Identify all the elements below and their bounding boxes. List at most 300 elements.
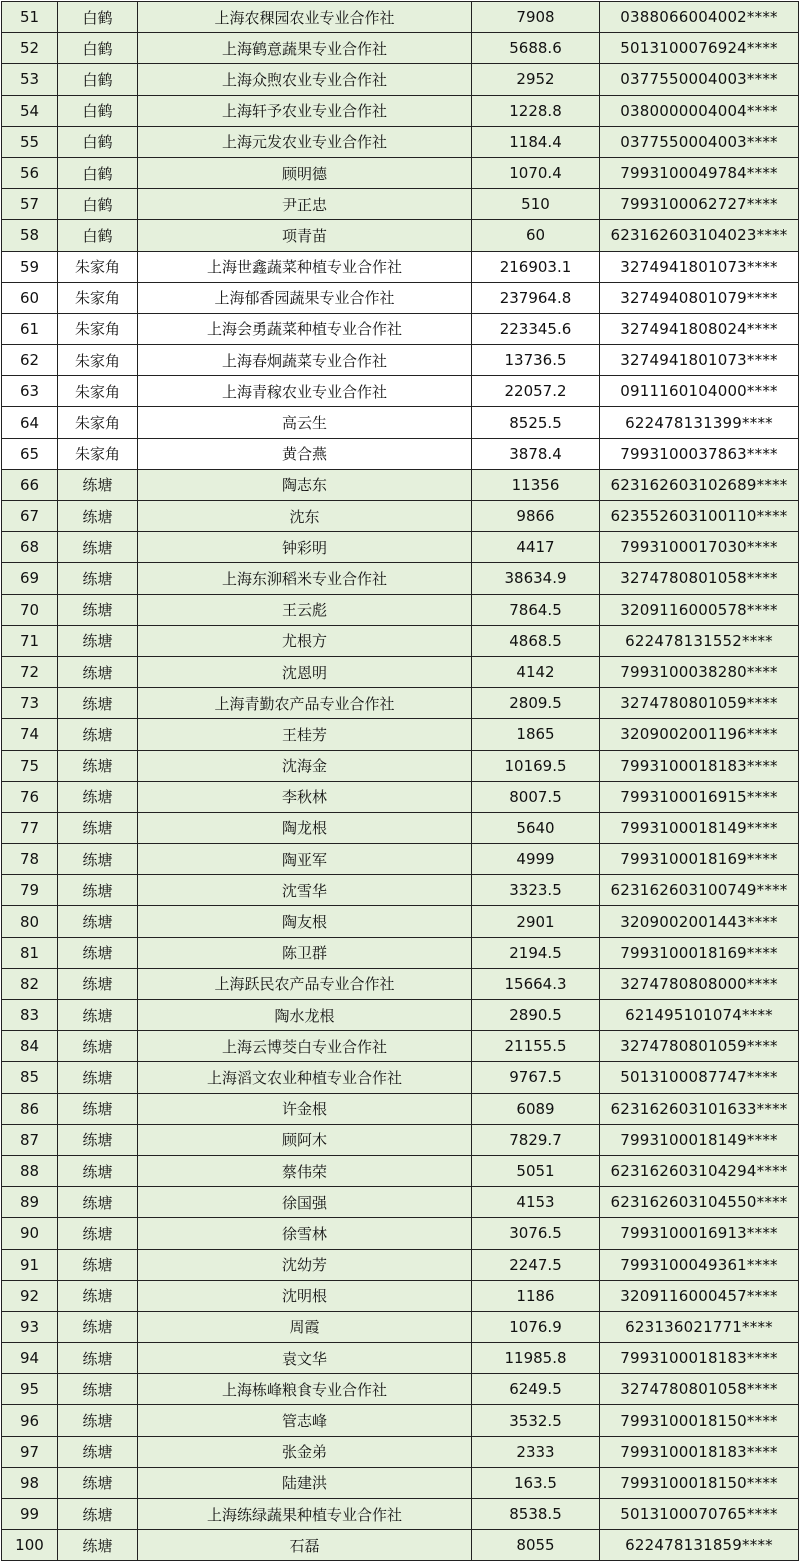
account-cell: 623162603102689**** [600, 469, 799, 500]
subsidy-table [1, 1, 799, 1561]
row-number-cell: 68 [2, 532, 58, 563]
account-cell: 7993100062727**** [600, 189, 799, 220]
row-number-cell: 67 [2, 501, 58, 532]
table-row [2, 1187, 799, 1218]
amount-cell: 8007.5 [472, 781, 600, 812]
town-cell: 白鹤 [58, 95, 138, 126]
town-cell: 练塘 [58, 1000, 138, 1031]
account-cell: 7993100018183**** [600, 750, 799, 781]
row-number-cell: 84 [2, 1031, 58, 1062]
table-row [2, 1155, 799, 1186]
town-cell: 朱家角 [58, 313, 138, 344]
row-number-cell: 54 [2, 95, 58, 126]
amount-cell: 4142 [472, 656, 600, 687]
table-row [2, 407, 799, 438]
account-cell: 0380000004004**** [600, 95, 799, 126]
row-number-cell: 72 [2, 656, 58, 687]
name-cell: 上海云博茭白专业合作社 [138, 1031, 472, 1062]
name-cell: 上海轩予农业专业合作社 [138, 95, 472, 126]
town-cell: 练塘 [58, 1467, 138, 1498]
name-cell: 沈幼芳 [138, 1249, 472, 1280]
name-cell: 上海会勇蔬菜种植专业合作社 [138, 313, 472, 344]
amount-cell: 1184.4 [472, 126, 600, 157]
amount-cell: 3878.4 [472, 438, 600, 469]
town-cell: 练塘 [58, 1124, 138, 1155]
account-cell: 7993100016915**** [600, 781, 799, 812]
amount-cell: 8525.5 [472, 407, 600, 438]
town-cell: 练塘 [58, 656, 138, 687]
town-cell: 白鹤 [58, 157, 138, 188]
row-number-cell: 51 [2, 2, 58, 33]
row-number-cell: 99 [2, 1499, 58, 1530]
name-cell: 沈恩明 [138, 656, 472, 687]
name-cell: 尤根方 [138, 625, 472, 656]
amount-cell: 163.5 [472, 1467, 600, 1498]
amount-cell: 216903.1 [472, 251, 600, 282]
town-cell: 练塘 [58, 1436, 138, 1467]
name-cell: 徐国强 [138, 1187, 472, 1218]
account-cell: 623162603104023**** [600, 220, 799, 251]
row-number-cell: 87 [2, 1124, 58, 1155]
name-cell: 上海郁香园蔬果专业合作社 [138, 282, 472, 313]
table-row [2, 469, 799, 500]
town-cell: 练塘 [58, 750, 138, 781]
amount-cell: 2890.5 [472, 1000, 600, 1031]
town-cell: 练塘 [58, 1405, 138, 1436]
table-row [2, 781, 799, 812]
name-cell: 上海青勤农产品专业合作社 [138, 688, 472, 719]
table-row [2, 1467, 799, 1498]
name-cell: 尹正忠 [138, 189, 472, 220]
account-cell: 622478131552**** [600, 625, 799, 656]
amount-cell: 6249.5 [472, 1374, 600, 1405]
town-cell: 练塘 [58, 812, 138, 843]
row-number-cell: 60 [2, 282, 58, 313]
table-row [2, 968, 799, 999]
account-cell: 3274941801073**** [600, 251, 799, 282]
amount-cell: 5051 [472, 1155, 600, 1186]
table-row [2, 282, 799, 313]
table-row [2, 189, 799, 220]
name-cell: 袁文华 [138, 1343, 472, 1374]
name-cell: 王云彪 [138, 594, 472, 625]
amount-cell: 2247.5 [472, 1249, 600, 1280]
amount-cell: 7908 [472, 2, 600, 33]
account-cell: 7993100049361**** [600, 1249, 799, 1280]
account-cell: 7993100018169**** [600, 937, 799, 968]
row-number-cell: 86 [2, 1093, 58, 1124]
name-cell: 上海东泖稻米专业合作社 [138, 563, 472, 594]
account-cell: 3274780801059**** [600, 1031, 799, 1062]
account-cell: 3209116000578**** [600, 594, 799, 625]
name-cell: 李秋林 [138, 781, 472, 812]
town-cell: 白鹤 [58, 189, 138, 220]
table-row [2, 937, 799, 968]
account-cell: 7993100018150**** [600, 1405, 799, 1436]
name-cell: 陶龙根 [138, 812, 472, 843]
town-cell: 练塘 [58, 563, 138, 594]
name-cell: 张金弟 [138, 1436, 472, 1467]
table-row [2, 126, 799, 157]
table-row [2, 95, 799, 126]
row-number-cell: 83 [2, 1000, 58, 1031]
amount-cell: 6089 [472, 1093, 600, 1124]
account-cell: 7993100018183**** [600, 1436, 799, 1467]
town-cell: 练塘 [58, 968, 138, 999]
account-cell: 3274940801079**** [600, 282, 799, 313]
town-cell: 朱家角 [58, 407, 138, 438]
town-cell: 练塘 [58, 1249, 138, 1280]
amount-cell: 4999 [472, 844, 600, 875]
account-cell: 7993100049784**** [600, 157, 799, 188]
account-cell: 0911160104000**** [600, 376, 799, 407]
table-body [2, 2, 799, 1561]
table-row [2, 1093, 799, 1124]
account-cell: 5013100070765**** [600, 1499, 799, 1530]
name-cell: 沈海金 [138, 750, 472, 781]
town-cell: 朱家角 [58, 345, 138, 376]
table-row [2, 501, 799, 532]
amount-cell: 38634.9 [472, 563, 600, 594]
row-number-cell: 52 [2, 33, 58, 64]
account-cell: 3274941808024**** [600, 313, 799, 344]
name-cell: 许金根 [138, 1093, 472, 1124]
town-cell: 练塘 [58, 1062, 138, 1093]
amount-cell: 9767.5 [472, 1062, 600, 1093]
amount-cell: 22057.2 [472, 376, 600, 407]
town-cell: 练塘 [58, 719, 138, 750]
town-cell: 练塘 [58, 469, 138, 500]
table-row [2, 1405, 799, 1436]
row-number-cell: 76 [2, 781, 58, 812]
row-number-cell: 61 [2, 313, 58, 344]
town-cell: 白鹤 [58, 64, 138, 95]
name-cell: 徐雪林 [138, 1218, 472, 1249]
table-row [2, 1000, 799, 1031]
amount-cell: 5640 [472, 812, 600, 843]
table-row [2, 1249, 799, 1280]
row-number-cell: 74 [2, 719, 58, 750]
town-cell: 练塘 [58, 594, 138, 625]
name-cell: 顾明德 [138, 157, 472, 188]
amount-cell: 1070.4 [472, 157, 600, 188]
amount-cell: 1076.9 [472, 1311, 600, 1342]
row-number-cell: 90 [2, 1218, 58, 1249]
town-cell: 练塘 [58, 906, 138, 937]
account-cell: 7993100037863**** [600, 438, 799, 469]
account-cell: 5013100087747**** [600, 1062, 799, 1093]
row-number-cell: 64 [2, 407, 58, 438]
town-cell: 练塘 [58, 937, 138, 968]
table-row [2, 33, 799, 64]
name-cell: 钟彩明 [138, 532, 472, 563]
table-row [2, 251, 799, 282]
row-number-cell: 91 [2, 1249, 58, 1280]
account-cell: 623162603100749**** [600, 875, 799, 906]
amount-cell: 1228.8 [472, 95, 600, 126]
account-cell: 3209002001196**** [600, 719, 799, 750]
name-cell: 项青苗 [138, 220, 472, 251]
table-row [2, 812, 799, 843]
table-row [2, 1062, 799, 1093]
account-cell: 7993100018169**** [600, 844, 799, 875]
account-cell: 7993100018150**** [600, 1467, 799, 1498]
amount-cell: 21155.5 [472, 1031, 600, 1062]
amount-cell: 60 [472, 220, 600, 251]
name-cell: 上海春炯蔬菜专业合作社 [138, 345, 472, 376]
table-row [2, 532, 799, 563]
amount-cell: 9866 [472, 501, 600, 532]
row-number-cell: 93 [2, 1311, 58, 1342]
name-cell: 陶友根 [138, 906, 472, 937]
name-cell: 顾阿木 [138, 1124, 472, 1155]
town-cell: 练塘 [58, 1093, 138, 1124]
town-cell: 练塘 [58, 501, 138, 532]
name-cell: 上海滔文农业种植专业合作社 [138, 1062, 472, 1093]
name-cell: 上海元发农业专业合作社 [138, 126, 472, 157]
name-cell: 沈东 [138, 501, 472, 532]
table-row [2, 157, 799, 188]
table-row [2, 376, 799, 407]
amount-cell: 1865 [472, 719, 600, 750]
amount-cell: 10169.5 [472, 750, 600, 781]
table-row [2, 220, 799, 251]
row-number-cell: 97 [2, 1436, 58, 1467]
name-cell: 上海农稞园农业专业合作社 [138, 2, 472, 33]
row-number-cell: 65 [2, 438, 58, 469]
town-cell: 朱家角 [58, 376, 138, 407]
amount-cell: 7829.7 [472, 1124, 600, 1155]
account-cell: 3274941801073**** [600, 345, 799, 376]
amount-cell: 2194.5 [472, 937, 600, 968]
name-cell: 上海世鑫蔬菜种植专业合作社 [138, 251, 472, 282]
name-cell: 上海跃民农产品专业合作社 [138, 968, 472, 999]
name-cell: 高云生 [138, 407, 472, 438]
account-cell: 623552603100110**** [600, 501, 799, 532]
table-row [2, 906, 799, 937]
row-number-cell: 89 [2, 1187, 58, 1218]
table-row [2, 719, 799, 750]
town-cell: 练塘 [58, 532, 138, 563]
account-cell: 3274780801058**** [600, 1374, 799, 1405]
name-cell: 上海鹤意蔬果专业合作社 [138, 33, 472, 64]
row-number-cell: 56 [2, 157, 58, 188]
amount-cell: 8055 [472, 1530, 600, 1561]
name-cell: 管志峰 [138, 1405, 472, 1436]
row-number-cell: 75 [2, 750, 58, 781]
amount-cell: 1186 [472, 1280, 600, 1311]
table-row [2, 313, 799, 344]
table-row [2, 1499, 799, 1530]
row-number-cell: 59 [2, 251, 58, 282]
town-cell: 练塘 [58, 781, 138, 812]
amount-cell: 11356 [472, 469, 600, 500]
account-cell: 7993100017030**** [600, 532, 799, 563]
town-cell: 练塘 [58, 688, 138, 719]
name-cell: 陈卫群 [138, 937, 472, 968]
table-row [2, 1374, 799, 1405]
table-row [2, 563, 799, 594]
table-row [2, 844, 799, 875]
amount-cell: 3532.5 [472, 1405, 600, 1436]
row-number-cell: 57 [2, 189, 58, 220]
town-cell: 练塘 [58, 1031, 138, 1062]
amount-cell: 4417 [472, 532, 600, 563]
row-number-cell: 95 [2, 1374, 58, 1405]
row-number-cell: 69 [2, 563, 58, 594]
table-row [2, 656, 799, 687]
table-row [2, 875, 799, 906]
name-cell: 上海青稼农业专业合作社 [138, 376, 472, 407]
row-number-cell: 58 [2, 220, 58, 251]
account-cell: 622478131859**** [600, 1530, 799, 1561]
table-row [2, 1124, 799, 1155]
account-cell: 623162603104550**** [600, 1187, 799, 1218]
row-number-cell: 85 [2, 1062, 58, 1093]
town-cell: 白鹤 [58, 220, 138, 251]
town-cell: 练塘 [58, 1343, 138, 1374]
account-cell: 3209002001443**** [600, 906, 799, 937]
account-cell: 7993100018149**** [600, 1124, 799, 1155]
table-row [2, 64, 799, 95]
account-cell: 0377550004003**** [600, 126, 799, 157]
name-cell: 上海栋峰粮食专业合作社 [138, 1374, 472, 1405]
amount-cell: 4153 [472, 1187, 600, 1218]
town-cell: 白鹤 [58, 126, 138, 157]
town-cell: 朱家角 [58, 282, 138, 313]
amount-cell: 2809.5 [472, 688, 600, 719]
table-row [2, 2, 799, 33]
amount-cell: 3323.5 [472, 875, 600, 906]
town-cell: 练塘 [58, 1280, 138, 1311]
name-cell: 周霞 [138, 1311, 472, 1342]
table-row [2, 438, 799, 469]
row-number-cell: 71 [2, 625, 58, 656]
account-cell: 623162603104294**** [600, 1155, 799, 1186]
account-cell: 3274780808000**** [600, 968, 799, 999]
row-number-cell: 81 [2, 937, 58, 968]
account-cell: 623162603101633**** [600, 1093, 799, 1124]
row-number-cell: 55 [2, 126, 58, 157]
account-cell: 7993100038280**** [600, 656, 799, 687]
town-cell: 练塘 [58, 625, 138, 656]
name-cell: 陆建洪 [138, 1467, 472, 1498]
row-number-cell: 70 [2, 594, 58, 625]
table-row [2, 1031, 799, 1062]
name-cell: 陶亚军 [138, 844, 472, 875]
table-row [2, 1530, 799, 1561]
account-cell: 3209116000457**** [600, 1280, 799, 1311]
row-number-cell: 100 [2, 1530, 58, 1561]
row-number-cell: 73 [2, 688, 58, 719]
town-cell: 朱家角 [58, 251, 138, 282]
town-cell: 练塘 [58, 1311, 138, 1342]
town-cell: 白鹤 [58, 33, 138, 64]
account-cell: 0377550004003**** [600, 64, 799, 95]
row-number-cell: 82 [2, 968, 58, 999]
account-cell: 5013100076924**** [600, 33, 799, 64]
account-cell: 0388066004002**** [600, 2, 799, 33]
name-cell: 陶水龙根 [138, 1000, 472, 1031]
account-cell: 7993100018183**** [600, 1343, 799, 1374]
table-row [2, 750, 799, 781]
row-number-cell: 92 [2, 1280, 58, 1311]
town-cell: 练塘 [58, 1530, 138, 1561]
name-cell: 陶志东 [138, 469, 472, 500]
town-cell: 练塘 [58, 1187, 138, 1218]
account-cell: 621495101074**** [600, 1000, 799, 1031]
table-row [2, 688, 799, 719]
amount-cell: 8538.5 [472, 1499, 600, 1530]
name-cell: 黄合燕 [138, 438, 472, 469]
amount-cell: 237964.8 [472, 282, 600, 313]
account-cell: 3274780801058**** [600, 563, 799, 594]
name-cell: 沈雪华 [138, 875, 472, 906]
account-cell: 7993100018149**** [600, 812, 799, 843]
amount-cell: 5688.6 [472, 33, 600, 64]
table-row [2, 625, 799, 656]
table-row [2, 594, 799, 625]
table-row [2, 1218, 799, 1249]
town-cell: 练塘 [58, 875, 138, 906]
amount-cell: 2333 [472, 1436, 600, 1467]
town-cell: 练塘 [58, 1499, 138, 1530]
row-number-cell: 78 [2, 844, 58, 875]
table-row [2, 1343, 799, 1374]
amount-cell: 11985.8 [472, 1343, 600, 1374]
amount-cell: 2952 [472, 64, 600, 95]
account-cell: 7993100016913**** [600, 1218, 799, 1249]
row-number-cell: 94 [2, 1343, 58, 1374]
amount-cell: 510 [472, 189, 600, 220]
row-number-cell: 63 [2, 376, 58, 407]
town-cell: 朱家角 [58, 438, 138, 469]
row-number-cell: 77 [2, 812, 58, 843]
town-cell: 练塘 [58, 1374, 138, 1405]
row-number-cell: 66 [2, 469, 58, 500]
amount-cell: 15664.3 [472, 968, 600, 999]
table-row [2, 345, 799, 376]
name-cell: 蔡伟荣 [138, 1155, 472, 1186]
amount-cell: 4868.5 [472, 625, 600, 656]
name-cell: 石磊 [138, 1530, 472, 1561]
name-cell: 上海众煦农业专业合作社 [138, 64, 472, 95]
row-number-cell: 96 [2, 1405, 58, 1436]
row-number-cell: 79 [2, 875, 58, 906]
table-row [2, 1280, 799, 1311]
row-number-cell: 53 [2, 64, 58, 95]
name-cell: 上海练绿蔬果种植专业合作社 [138, 1499, 472, 1530]
row-number-cell: 80 [2, 906, 58, 937]
name-cell: 沈明根 [138, 1280, 472, 1311]
name-cell: 王桂芳 [138, 719, 472, 750]
amount-cell: 2901 [472, 906, 600, 937]
town-cell: 练塘 [58, 1218, 138, 1249]
amount-cell: 3076.5 [472, 1218, 600, 1249]
amount-cell: 223345.6 [472, 313, 600, 344]
row-number-cell: 88 [2, 1155, 58, 1186]
account-cell: 623136021771**** [600, 1311, 799, 1342]
town-cell: 练塘 [58, 844, 138, 875]
town-cell: 白鹤 [58, 2, 138, 33]
table-row [2, 1436, 799, 1467]
account-cell: 622478131399**** [600, 407, 799, 438]
row-number-cell: 98 [2, 1467, 58, 1498]
town-cell: 练塘 [58, 1155, 138, 1186]
row-number-cell: 62 [2, 345, 58, 376]
amount-cell: 7864.5 [472, 594, 600, 625]
account-cell: 3274780801059**** [600, 688, 799, 719]
